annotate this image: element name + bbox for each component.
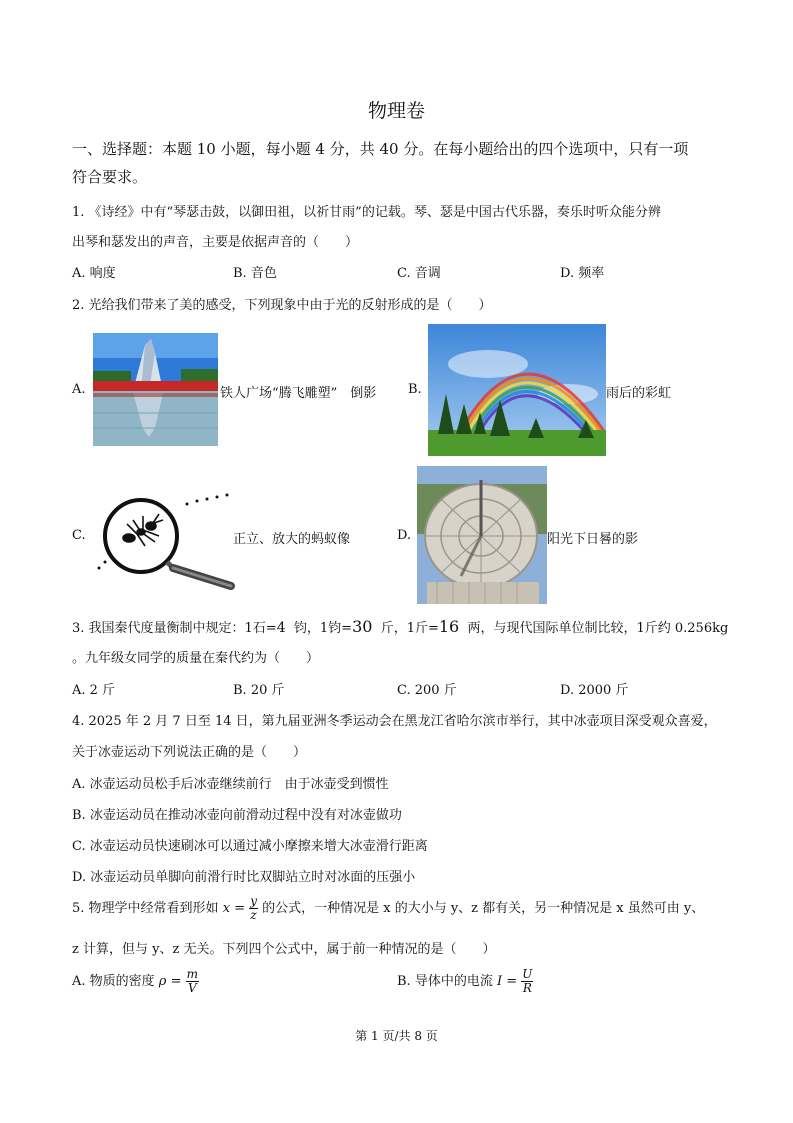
q5-stem-line2: z 计算，但与 y、z 无关。下列四个公式中，属于前一种情况的是（ ） (72, 942, 496, 957)
q1-stem-line1: 1. 《诗经》中有“琴瑟击鼓，以御田祖，以祈甘雨”的记载。琴、瑟是中国古代乐器，奏乐时听众能分辨 (72, 205, 661, 220)
q3-option-a: A. 2 斤 (72, 683, 116, 698)
q2-option-b-text: 雨后的彩虹 (606, 386, 672, 401)
q5-stem-line1 (72, 895, 704, 922)
q5-option-a-denominator: V (187, 981, 197, 995)
q5-option-b-numerator: U (522, 967, 533, 981)
page-footer: 第 1 页/共 8 页 (355, 1029, 438, 1043)
q3-option-b: B. 20 斤 (233, 683, 285, 698)
q5-option-b-label: B. 导体中的电流 (397, 974, 493, 989)
q4-option-d: D. 冰壶运动员单脚向前滑行时比双脚站立时对冰面的压强小 (72, 870, 416, 885)
q2-option-c-text: 正立、放大的蚂蚁像 (233, 532, 351, 547)
rainbow-image (428, 324, 606, 456)
section-heading-line1: 一、选择题：本题 10 小题，每小题 4 分，共 40 分。在每小题给出的四个选项中，只有一项 (72, 140, 689, 158)
q1-option-c: C. 音调 (397, 266, 441, 281)
q2-option-a-letter: A. (72, 382, 86, 397)
q2-option-d-text: 阳光下日晷的影 (547, 532, 639, 547)
q5-text-part1: 5. 物理学中经常看到形如 (72, 901, 219, 916)
q3-value-jun: 30 (352, 617, 373, 636)
sundial-image (417, 466, 547, 604)
q4-stem-line1: 4. 2025 年 2 月 7 日至 14 日，第九届亚洲冬季运动会在黑龙江省哈尔滨市举行，其中冰壶项目深受观众喜爱， (72, 714, 717, 729)
q3-stem-line2: 。九年级女同学的质量在秦代约为（ ） (72, 651, 320, 666)
q5-option-b (397, 968, 533, 995)
q5-option-b-denominator: R (522, 981, 532, 995)
page-title: 物理卷 (367, 100, 425, 122)
q5-option-a-lhs: ρ = (158, 974, 182, 989)
q5-option-a-fraction (186, 968, 199, 995)
q2-option-d-letter: D. (397, 528, 412, 543)
q2-option-a-text: 铁人广场“腾飞雕塑” 倒影 (220, 386, 377, 401)
q5-option-b-lhs: I = (496, 974, 518, 989)
q3-text-part1: 3. 我国秦代度量衡制中规定：1石= (72, 621, 277, 636)
q1-stem-line2: 出琴和瑟发出的声音，主要是依据声音的（ ） (72, 235, 359, 250)
q2-stem: 2. 光给我们带来了美的感受，下列现象中由于光的反射形成的是（ ） (72, 298, 492, 313)
q1-option-a: A. 响度 (72, 266, 116, 281)
q5-option-b-fraction (521, 968, 533, 995)
q3-value-shi: 4 (276, 620, 286, 636)
q3-text-part3: 斤，1斤= (380, 621, 439, 636)
q3-text-part4: 两，与现代国际单位制比较，1斤约 0.256kg (467, 621, 729, 636)
q5-formula-lhs: x = (222, 901, 246, 916)
q4-option-a: A. 冰壶运动员松手后冰壶继续前行 由于冰壶受到惯性 (72, 777, 389, 792)
q5-option-a-label: A. 物质的密度 (72, 974, 155, 989)
q1-option-d: D. 频率 (560, 266, 605, 281)
q2-option-b-letter: B. (408, 382, 422, 397)
q4-stem-line2: 关于冰壶运动下列说法正确的是（ ） (72, 745, 307, 760)
q3-option-c: C. 200 斤 (397, 683, 457, 698)
q2-option-c-letter: C. (72, 528, 86, 543)
section-heading-line2: 符合要求。 (72, 168, 148, 186)
q5-option-a-numerator: m (186, 967, 198, 981)
q5-formula-numerator: y (250, 894, 257, 908)
q3-stem-line1 (72, 617, 728, 636)
q5-option-a (72, 968, 199, 995)
q3-text-part2: 钧，1钧= (293, 621, 353, 636)
q4-option-c: C. 冰壶运动员快速刷冰可以通过减小摩擦来增大冰壶滑行距离 (72, 839, 428, 854)
q5-text-part2: 的公式，一种情况是 x 的大小与 y、z 都有关，另一种情况是 x 虽然可由 y、 (262, 901, 705, 916)
q5-formula-denominator: z (250, 908, 257, 922)
sculpture-reflection-image (93, 333, 218, 446)
magnifier-ant-image (93, 490, 238, 590)
q3-option-d: D. 2000 斤 (560, 683, 629, 698)
q3-value-jin: 16 (438, 617, 460, 636)
q5-formula-fraction (249, 895, 258, 922)
q4-option-b: B. 冰壶运动员在推动冰壶向前滑动过程中没有对冰壶做功 (72, 808, 402, 823)
q1-option-b: B. 音色 (233, 266, 277, 281)
